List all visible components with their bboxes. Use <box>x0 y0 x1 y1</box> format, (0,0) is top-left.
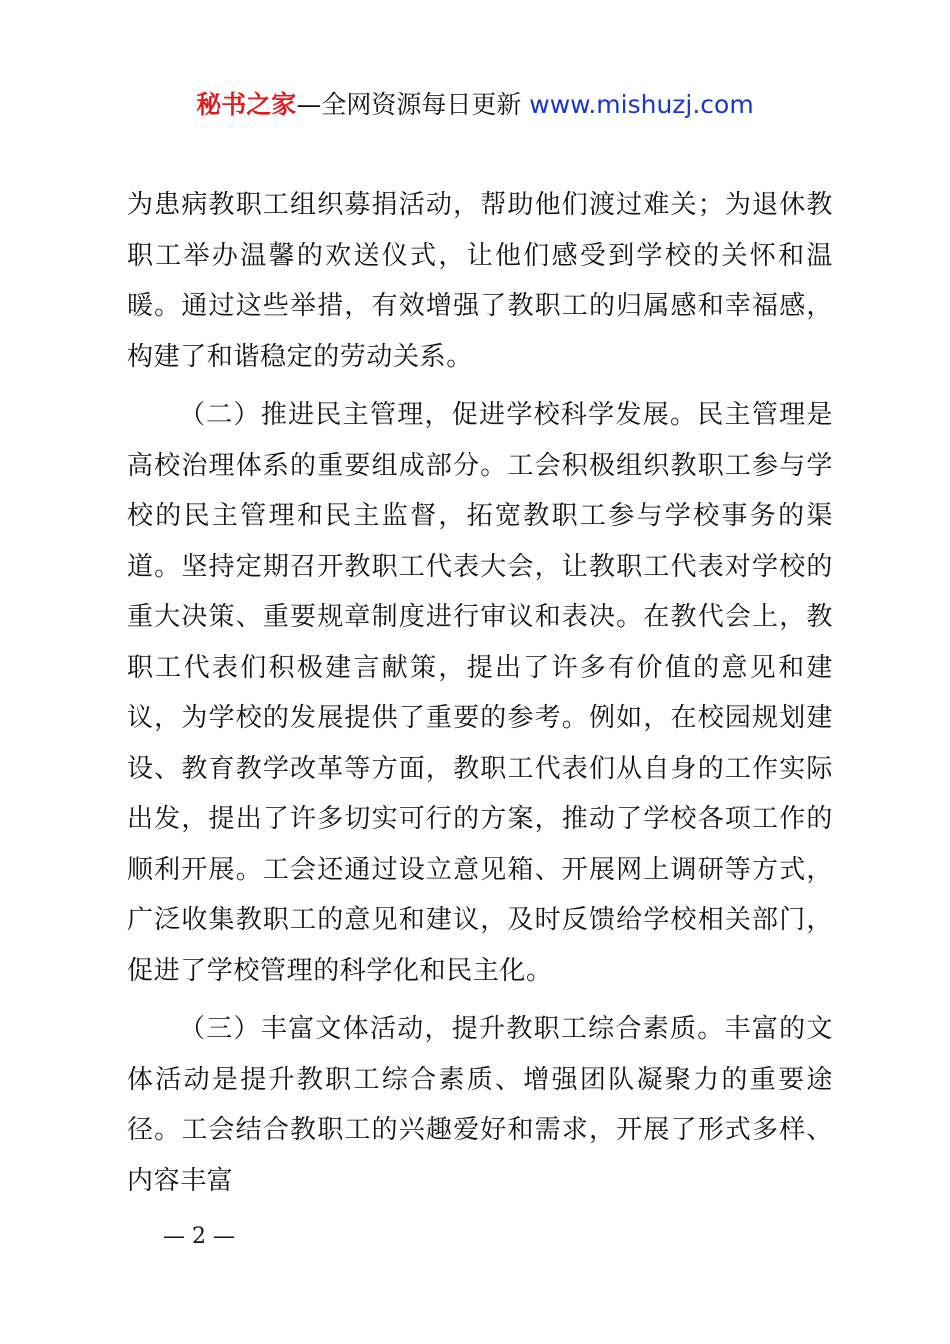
document-body <box>127 180 833 1206</box>
page-header <box>0 88 950 122</box>
header-tagline: —全网资源每日更新 <box>296 90 522 119</box>
paragraph-democratic-management: （二）推进民主管理，促进学校科学发展。民主管理是高校治理体系的重要组成部分。工会积极组织教职工参与学校的民主管理和民主监督，拓宽教职工参与学校事务的渠道。坚持定期召开教职工代表大会，让教职工代表对学校的重大决策、重要规章制度进行审议和表决。在教代会上，教职工代表们积极建言献策，提出了许多有价值的意见和建议，为学校的发展提供了重要的参考。例如，在校园规划建设、教育教学改革等方面，教职工代表们从自身的工作实际出发，提出了许多切实可行的方案，推动了学校各项工作的顺利开展。工会还通过设立意见箱、开展网上调研等方式，广泛收集教职工的意见和建议，及时反馈给学校相关部门，促进了学校管理的科学化和民主化。 <box>127 400 833 986</box>
website-url: www.mishuzj.com <box>529 90 754 119</box>
paragraph-continuation: 为患病教职工组织募捐活动，帮助他们渡过难关；为退休教职工举办温馨的欢送仪式，让他们感受到学校的关怀和温暖。通过这些举措，有效增强了教职工的归属感和幸福感，构建了和谐稳定的劳动关系。 <box>127 190 833 372</box>
page-number: — 2 — <box>163 1224 235 1249</box>
brand-name: 秘书之家 <box>196 90 297 119</box>
paragraph-cultural-activities: （三）丰富文体活动，提升教职工综合素质。丰富的文体活动是提升教职工综合素质、增强团队凝聚力的重要途径。工会结合教职工的兴趣爱好和需求，开展了形式多样、内容丰富 <box>127 1014 833 1196</box>
